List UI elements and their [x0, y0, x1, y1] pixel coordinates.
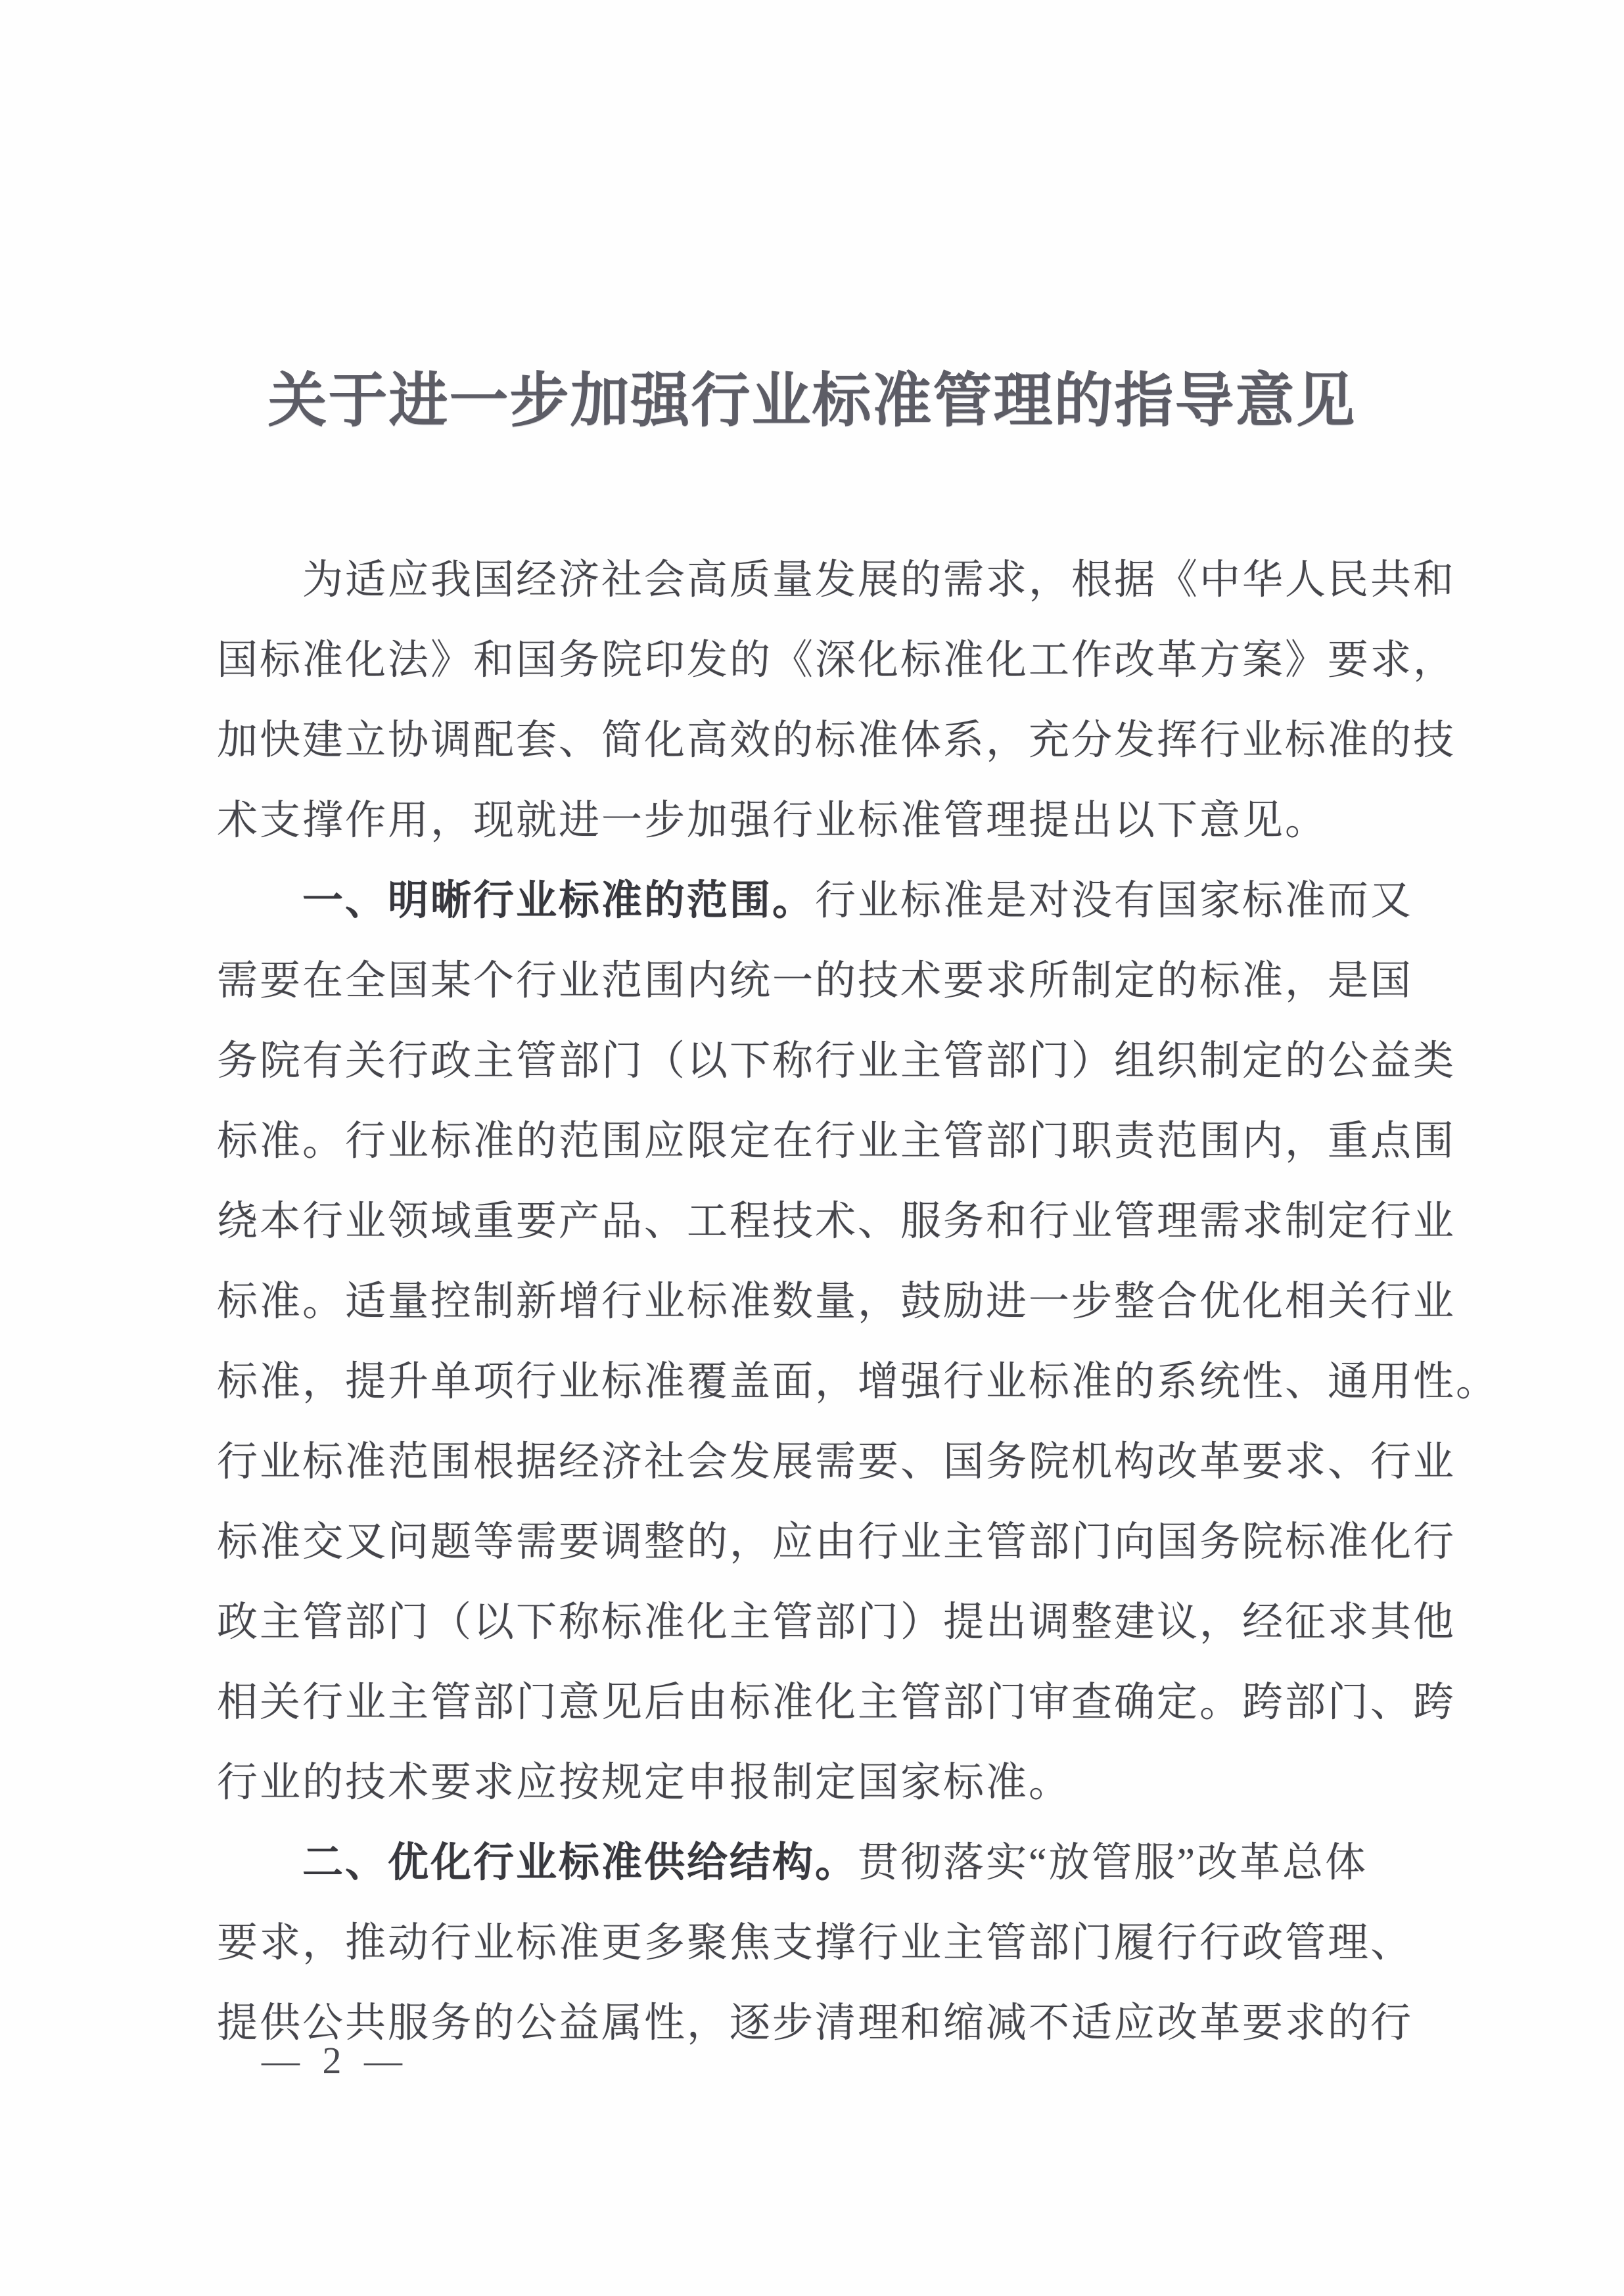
- document-body: [217, 540, 1499, 2063]
- line-text: 标准。适量控制新增行业标准数量，鼓励进一步整合优化相关行业: [217, 1279, 1456, 1324]
- text-line: [217, 781, 1421, 861]
- text-line: [217, 1422, 1456, 1502]
- text-line: [217, 1743, 1421, 1823]
- line-text: 需要在全国某个行业范围内统一的技术要求所制定的标准，是国: [217, 959, 1414, 1003]
- text-line: [217, 1663, 1456, 1743]
- text-line: [217, 1101, 1456, 1182]
- line-text: 标准，提升单项行业标准覆盖面，增强行业标准的系统性、通用性。: [217, 1360, 1499, 1404]
- line-text: 要求，推动行业标准更多聚焦支撑行业主管部门履行行政管理、: [217, 1921, 1414, 1965]
- text-line: [217, 1262, 1456, 1342]
- line-text: 行业标准是对没有国家标准而又: [815, 879, 1414, 923]
- line-text: 相关行业主管部门意见后由标准化主管部门审查确定。跨部门、跨: [217, 1680, 1456, 1725]
- line-text: 加快建立协调配套、简化高效的标准体系，充分发挥行业标准的技: [217, 718, 1456, 763]
- text-line: [217, 941, 1421, 1021]
- line-text: 标准交叉问题等需要调整的，应由行业主管部门向国务院标准化行: [217, 1520, 1456, 1565]
- line-text: 政主管部门（以下称标准化主管部门）提出调整建议，经征求其他: [217, 1600, 1456, 1645]
- line-text: 提供公共服务的公益属性，逐步清理和缩减不适应改革要求的行: [217, 2001, 1414, 2046]
- section-heading: 一、明晰行业标准的范围。: [302, 879, 816, 923]
- text-line: [217, 540, 1456, 620]
- line-text: 贯彻落实“放管服”改革总体: [858, 1841, 1368, 1885]
- line-text: 为适应我国经济社会高质量发展的需求，根据《中华人民共和: [302, 558, 1456, 603]
- document-title: 关于进一步加强行业标准管理的指导意见: [267, 368, 1357, 434]
- line-text: 标准。行业标准的范围应限定在行业主管部门职责范围内，重点围: [217, 1119, 1456, 1164]
- page-number: — 2 —: [262, 2039, 409, 2082]
- line-text: 国标准化法》和国务院印发的《深化标准化工作改革方案》要求，: [217, 638, 1456, 683]
- text-line: [217, 861, 1421, 941]
- text-line: [217, 1903, 1421, 1983]
- text-line: [217, 1582, 1456, 1663]
- text-line: [217, 700, 1456, 781]
- line-text: 行业的技术要求应按规定申报制定国家标准。: [217, 1760, 1072, 1805]
- line-text: 绕本行业领域重要产品、工程技术、服务和行业管理需求制定行业: [217, 1199, 1456, 1244]
- text-line: [217, 1342, 1499, 1422]
- section-heading: 二、优化行业标准供给结构。: [302, 1841, 858, 1885]
- line-text: 术支撑作用，现就进一步加强行业标准管理提出以下意见。: [217, 798, 1328, 843]
- text-line: [217, 1823, 1421, 1903]
- text-line: [217, 620, 1456, 700]
- text-line: [217, 1021, 1456, 1101]
- text-line: [217, 1182, 1456, 1262]
- line-text: 行业标准范围根据经济社会发展需要、国务院机构改革要求、行业: [217, 1440, 1456, 1484]
- line-text: 务院有关行政主管部门（以下称行业主管部门）组织制定的公益类: [217, 1039, 1456, 1084]
- text-line: [217, 1502, 1456, 1582]
